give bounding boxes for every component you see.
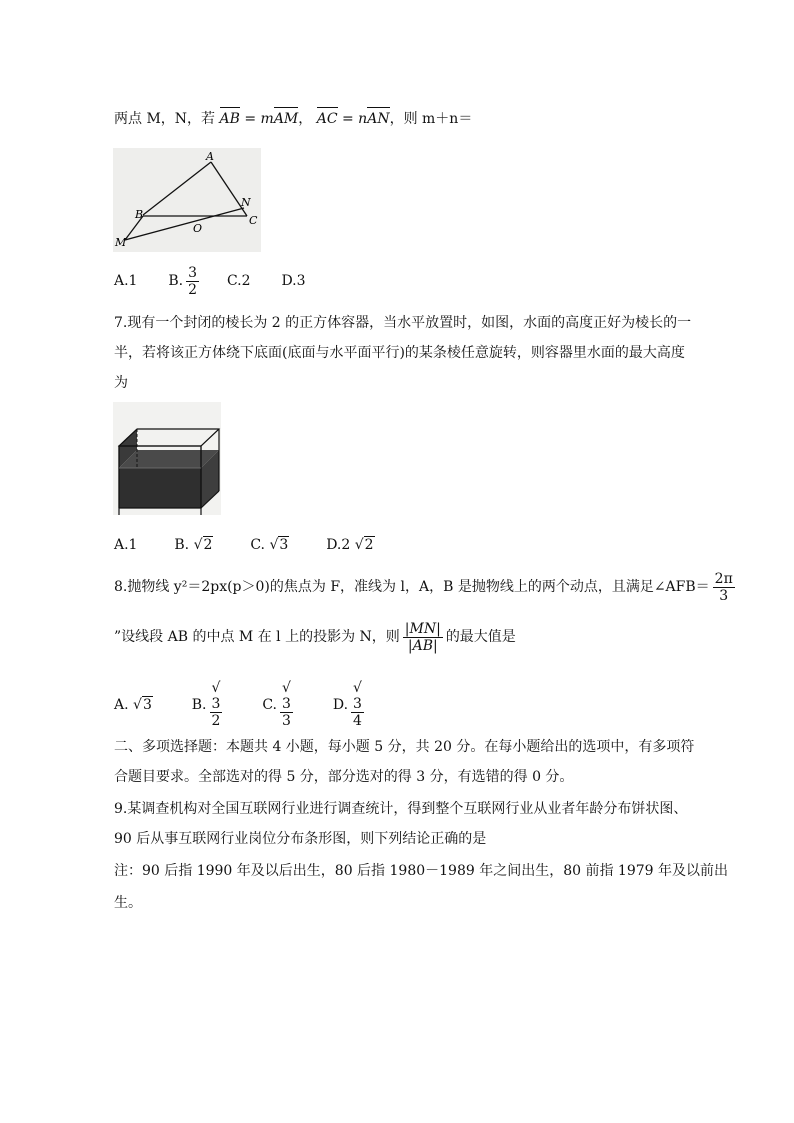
q7-line3: 为 [114, 375, 128, 391]
cube-diagram [113, 402, 221, 515]
q6-options [114, 262, 306, 300]
q8-option-d: D. √ 3 4 [332, 680, 362, 729]
q9-note2: 生。 [114, 895, 142, 911]
vector-am: AM [273, 111, 299, 127]
q8-option-b: B. √ 3 2 [191, 680, 221, 729]
q6-stem: 两点 M，N，若 AB = mAM， AC = nAN，则 m＋n＝ [114, 111, 473, 127]
q7-option-b: B. √2 [174, 537, 213, 553]
label-a: A [206, 150, 214, 163]
triangle-figure [113, 148, 261, 252]
q7-option-a: A.1 [114, 537, 138, 553]
q8-option-a: A. √3 [114, 696, 152, 713]
q8-line1: 8.抛物线 y²＝2px(p＞0)的焦点为 F，准线为 l，A，B 是抛物线上的两个动点，且满足∠AFB＝ $\frac{2\pi}{3}$ [114, 570, 733, 604]
q6-option-b: B. $\frac{3}{2}$ [168, 264, 198, 298]
q6-option-a: A.1 [114, 273, 138, 289]
label-c: C [249, 214, 258, 227]
q8-option-c: C. √ 3 3 [262, 680, 291, 729]
triangle-diagram [113, 148, 261, 252]
angle-fraction: $\frac{2\pi}{3}$ [714, 570, 733, 604]
section2-line1: 二、多项选择题：本题共 4 小题，每小题 5 分，共 20 分。在每小题给出的选项中，有多项符 [114, 739, 695, 755]
q7-option-c: C. √3 [250, 537, 289, 553]
cube-figure [113, 402, 221, 515]
q7-line1: 7.现有一个封闭的棱长为 2 的正方体容器，当水平放置时，如图，水面的高度正好为棱长的一 [114, 315, 692, 331]
ratio-fraction: $\frac{|MN|}{|AB|}$ [404, 620, 441, 654]
vector-ab: AB [219, 111, 240, 127]
label-n: N [241, 196, 251, 209]
vector-an: AN [367, 111, 390, 127]
section2-line2: 合题目要求。全部选对的得 5 分，部分选对的得 3 分，有选错的得 0 分。 [114, 769, 574, 785]
label-o: O [193, 222, 203, 235]
q6-option-c: C.2 [226, 273, 251, 289]
q8-options [114, 680, 367, 729]
q9-line2: 90 后从事互联网行业岗位分布条形图，则下列结论正确的是 [114, 831, 487, 847]
q7-option-d: D.2 √2 [326, 537, 374, 553]
q6-option-d: D.3 [281, 273, 306, 289]
vector-ac: AC [316, 111, 338, 127]
q9-note1: 注：90 后指 1990 年及以后出生，80 后指 1980－1989 年之间出生，80 前指 1979 年及以前出 [114, 863, 729, 879]
q8-line2: ”设线段 AB 的中点 M 在 l 上的投影为 N，则 $\frac{|MN|}{|AB|}$ 的最大值是 [114, 620, 516, 654]
q7-line2: 半，若将该正方体绕下底面(底面与水平面平行)的某条棱任意旋转，则容器里水面的最大高度 [114, 345, 685, 361]
q9-line1: 9.某调查机构对全国互联网行业进行调查统计，得到整个互联网行业从业者年龄分布饼状图、 [114, 801, 688, 817]
label-b: B [135, 208, 144, 221]
label-m: M [115, 236, 127, 249]
q7-options [114, 536, 375, 554]
